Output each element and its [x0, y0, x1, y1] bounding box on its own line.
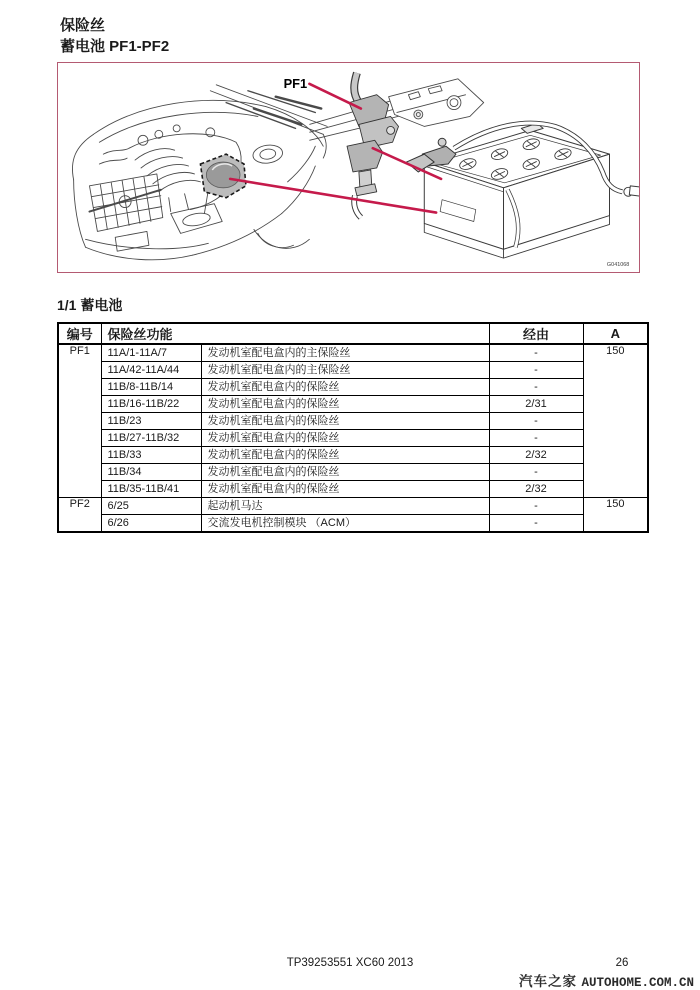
fuse-code-cell: 11B/35-11B/41	[101, 481, 201, 498]
fuse-description-cell: 发动机室配电盒内的保险丝	[201, 447, 489, 464]
battery-location-diagram	[58, 63, 639, 272]
fuse-code-cell: 11B/16-11B/22	[101, 396, 201, 413]
fuse-table-wrap	[57, 322, 649, 533]
pf1-label: PF1	[283, 75, 308, 91]
fuse-description-cell: 交流发电机控制模块 （ACM）	[201, 515, 489, 533]
page-title-line1: 保险丝	[60, 17, 106, 34]
fuse-description-cell: 发动机室配电盒内的保险丝	[201, 464, 489, 481]
fuse-code-cell: 11B/33	[101, 447, 201, 464]
via-cell: -	[489, 464, 583, 481]
fuse-description-cell: 发动机室配电盒内的保险丝	[201, 379, 489, 396]
table-row	[58, 396, 648, 413]
page-title-line2: 蓄电池 PF1-PF2	[60, 38, 170, 55]
table-row	[58, 430, 648, 447]
header-id: 编号	[58, 323, 101, 344]
fuse-code-cell: 6/26	[101, 515, 201, 533]
fuse-description-cell: 发动机室配电盒内的主保险丝	[201, 344, 489, 362]
via-cell: -	[489, 413, 583, 430]
watermark-site-name: 汽车之家	[519, 974, 578, 989]
fuse-code-cell: 6/25	[101, 498, 201, 515]
battery-drawing	[406, 123, 639, 258]
fuse-description-cell: 起动机马达	[201, 498, 489, 515]
table-row	[58, 413, 648, 430]
fuse-code-cell: 11B/8-11B/14	[101, 379, 201, 396]
via-cell: 2/32	[489, 447, 583, 464]
fusebox-highlight	[200, 154, 246, 198]
figure-code: G041068	[606, 262, 630, 269]
table-row	[58, 498, 648, 515]
fuse-code-cell: 11B/23	[101, 413, 201, 430]
section-heading: 1/1 蓄电池	[57, 297, 123, 313]
page-title	[60, 15, 169, 57]
fusebox-to-battery-leader-line	[230, 179, 436, 213]
amp-cell: 150	[583, 344, 648, 498]
via-cell: -	[489, 430, 583, 447]
fuse-code-cell: 11A/1-11A/7	[101, 344, 201, 362]
fuse-description-cell: 发动机室配电盒内的保险丝	[201, 413, 489, 430]
watermark	[519, 970, 694, 990]
fuse-table	[57, 322, 649, 533]
fuse-group-id: PF2	[58, 498, 101, 533]
fuse-description-cell: 发动机室配电盒内的保险丝	[201, 396, 489, 413]
via-cell: -	[489, 498, 583, 515]
car-drawing	[72, 85, 327, 260]
amp-cell: 150	[583, 498, 648, 533]
table-row	[58, 464, 648, 481]
fuse-code-cell: 11B/34	[101, 464, 201, 481]
via-cell: -	[489, 379, 583, 396]
header-function: 保险丝功能	[101, 323, 489, 344]
fuse-table-body	[58, 344, 648, 532]
table-header-row	[58, 323, 648, 344]
via-cell: -	[489, 344, 583, 362]
table-row	[58, 379, 648, 396]
fuse-description-cell: 发动机室配电盒内的保险丝	[201, 481, 489, 498]
header-amp: A	[583, 323, 648, 344]
footer-doc-number: TP39253551 XC60 2013	[286, 957, 414, 969]
page-number: 26	[615, 957, 629, 969]
figure-frame	[57, 62, 640, 273]
header-via: 经由	[489, 323, 583, 344]
table-row	[58, 447, 648, 464]
table-row	[58, 344, 648, 362]
fuse-code-cell: 11B/27-11B/32	[101, 430, 201, 447]
via-cell: -	[489, 515, 583, 533]
fuse-description-cell: 发动机室配电盒内的保险丝	[201, 430, 489, 447]
via-cell: 2/31	[489, 396, 583, 413]
fuse-group-id: PF1	[58, 344, 101, 498]
via-cell: 2/32	[489, 481, 583, 498]
table-row	[58, 515, 648, 533]
table-row	[58, 481, 648, 498]
via-cell: -	[489, 362, 583, 379]
watermark-url: AUTOHOME.COM.CN	[581, 976, 694, 990]
table-row	[58, 362, 648, 379]
fuse-description-cell: 发动机室配电盒内的主保险丝	[201, 362, 489, 379]
fuse-code-cell: 11A/42-11A/44	[101, 362, 201, 379]
